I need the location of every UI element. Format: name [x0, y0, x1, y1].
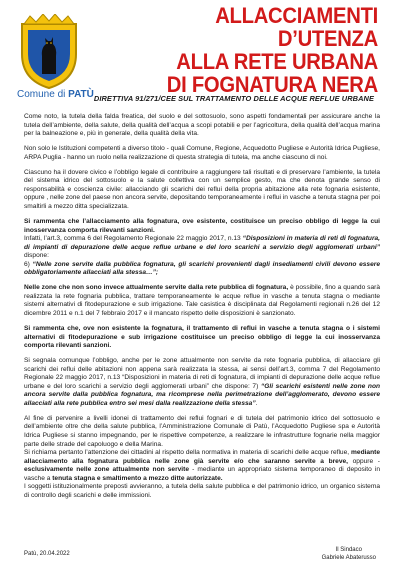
- signature-block: [322, 546, 376, 562]
- signer-role: Il Sindaco: [335, 547, 362, 553]
- paragraph-intro: Come noto, la tutela della falda freatica, del suolo e del sottosuolo, sono aspetti fondamentali per assicurare anche la tutela dell’ambiente, della salute, della qualità dell’acqua a scopi potabili e per l’agricoltura, della qualità dell’acqua marina per la balneazione e, più in generale, della qualità della vita.: [24, 113, 380, 138]
- title-line-1: ALLACCIAMENTI D’UTENZA: [215, 3, 378, 51]
- signer-name: Gabriele Abaterusso: [321, 555, 376, 561]
- place-date: Patù, 20.04.2022: [24, 551, 70, 557]
- paragraph-civic-duty: Ciascuno ha il dovere civico e l’obbligo legale di contribuire a raggiungere tali risultati e di preservare l’ambiente, la tutela del sistema idrico del sottosuolo e la salute collettiva con un semplice gesto, ma che denota grande senso di responsabilità e coscienza civile: allacciando gli scarichi dei reflui della propria abitazione alla rete fognaria esistente, oppure , nelle zone del paese non ancora servite, depositando temporaneamente i reflui in vasche a tenuta stagna per poi smaltirli a mezzo ditta specializzata.: [24, 168, 380, 210]
- title-line-3: DI FOGNATURA NERA: [166, 72, 378, 97]
- regulation-quote-2: “Gli scarichi esistenti nelle zone non ancora servite dalla pubblica fognatura, ma ricomprese nella perimetrazione dell’agglomerato, devono essere allacciati alla rete pubblica entro sei mesi dalla realizzazione della stessa”: [24, 382, 380, 407]
- notice-body: [24, 113, 380, 507]
- page-title: [111, 4, 378, 96]
- paragraph-institutions: Non solo le Istituzioni competenti a diverso titolo - quali Comune, Regione, Acquedotto Pugliese e Autorità Idrica Pugliese, ARPA Puglia - hanno un ruolo nella realizzazione di questa strategia di tutela, ma anche ciascuno di noi.: [24, 145, 380, 161]
- paragraph-unserved-zones: Nelle zone che non sono invece attualmente servite dalla rete pubblica di fognatura, è possibile, fino a quando sarà realizzata la rete fognaria pubblica, trattare temporaneamente le acque reflue in vasche a tenuta stagna o mediante sistemi alternativi di fitodepurazione e sub irrigazione. Tale casistica è disciplinata dal Regolamenti regionali n.26 del 12 dicembre 2011 e n.1 del 7 febbraio 2017 e il mancato rispetto delle disposizioni è sanzionato.: [24, 284, 380, 317]
- paragraph-sanctions: Si rammenta che, ove non esistente la fognatura, il trattamento di reflui in vasche a tenuta stagna o i sistemi alternativi di fitodepurazione e sub irrigazione costituisce un preciso obbligo di legge la cui inosservanza comporta rilevanti sanzioni.: [24, 324, 380, 350]
- municipal-crest-icon: [16, 14, 82, 90]
- header: [0, 0, 400, 112]
- paragraph-future-connection: Si segnala comunque l’obbligo, anche per le zone attualmente non servite da rete fognaria pubblica, di allacciare gli scarichi dei reflui delle abitazioni non appena sarà realizzata la stessa, ai sensi dell’art.3, comma 7 del Regolamento Regionale 22 maggio 2017, n.13 “Disposizioni in materia di reti di fognatura, di impianti di depurazione delle acque reflue urbane e del loro scarichi a servizio degli agglomerati urbani” che dispone: 7) “Gli scarichi esistenti nelle zone non ancora servite dalla pubblica fognatura, ma ricomprese nella perimetrazione dell’agglomerato, devono essere allacciati alla rete pubblica entro sei mesi dalla realizzazione della stessa”.: [24, 357, 380, 407]
- paragraph-obligation: Si rammenta che l’allacciamento alla fognatura, ove esistente, costituisce un preciso obbligo di legge la cui inosservanza comporta rilevanti sanzioni. Infatti, l’art.3, comma 6 del Regolamento Regionale 22 maggio 2017, n.13 “Disposizioni in materia di reti di fognatura, di impianti di depurazione delle acque reflue urbane e del loro scarichi a servizio degli agglomerati urbani” dispone: 6) “Nelle zone servite dalla pubblica fognatura, gli scarichi provenienti dagli insediamenti civili devono essere obbligatoriamente allacciati alla stessa…”;: [24, 217, 381, 277]
- regulation-title: “Disposizioni in materia di reti di fognatura, di impianti di depurazione delle acque reflue urbane e del loro scarichi a servizio degli agglomerati urbani”: [24, 235, 381, 251]
- regulation-quote: “Nelle zone servite dalla pubblica fognatura, gli scarichi provenienti dagli insediamenti civili devono essere obbligatoriamente allacciati alla stessa…”;: [24, 260, 380, 277]
- paragraph-conclusion: Al fine di pervenire a livelli idonei di trattamento dei reflui fognari e di tutela del patrimonio idrico del sottosuolo e dell’ambiente oltre che della salute pubblica, l’Amministrazione Comunale di Patù, l’Acquedotto Pugliese spa e Autorità Idrica Pugliese si stanno impegnando, per le rispettive competenze, a realizzare le infrastrutture fognarie nella maggior parte delle strade del capoluogo e della Marina. Si richiama pertanto l’attenzione dei cittadini al rispetto della normativa in materia di scarichi delle acque reflue, mediante allacciamento alla fognatura pubblica nelle zone già servite e/o che saranno servite a breve, oppure - esclusivamente nelle zone attualmente non servite - mediante un appropriato sistema temporaneo di deposito in vasche a tenuta stagna e smaltimento a mezzo ditte autorizzate. I soggetti istituzionalmente preposti avvieranno, a tutela della salute pubblica e del patrimonio idrico, un organico sistema di controllo degli scarichi e delle immissioni.: [24, 414, 380, 499]
- subtitle: DIRETTIVA 91/271/CEE SUL TRATTAMENTO DELLE ACQUE REFLUE URBANE: [93, 94, 374, 103]
- title-line-2: ALLA RETE URBANA: [176, 49, 378, 74]
- municipality-name: Comune di PATÙ: [17, 89, 94, 100]
- obligation-notice: Si rammenta che l’allacciamento alla fognatura, ove esistente, costituisce un preciso obbligo di legge la cui inosservanza comporta rilevanti sanzioni.: [24, 217, 380, 234]
